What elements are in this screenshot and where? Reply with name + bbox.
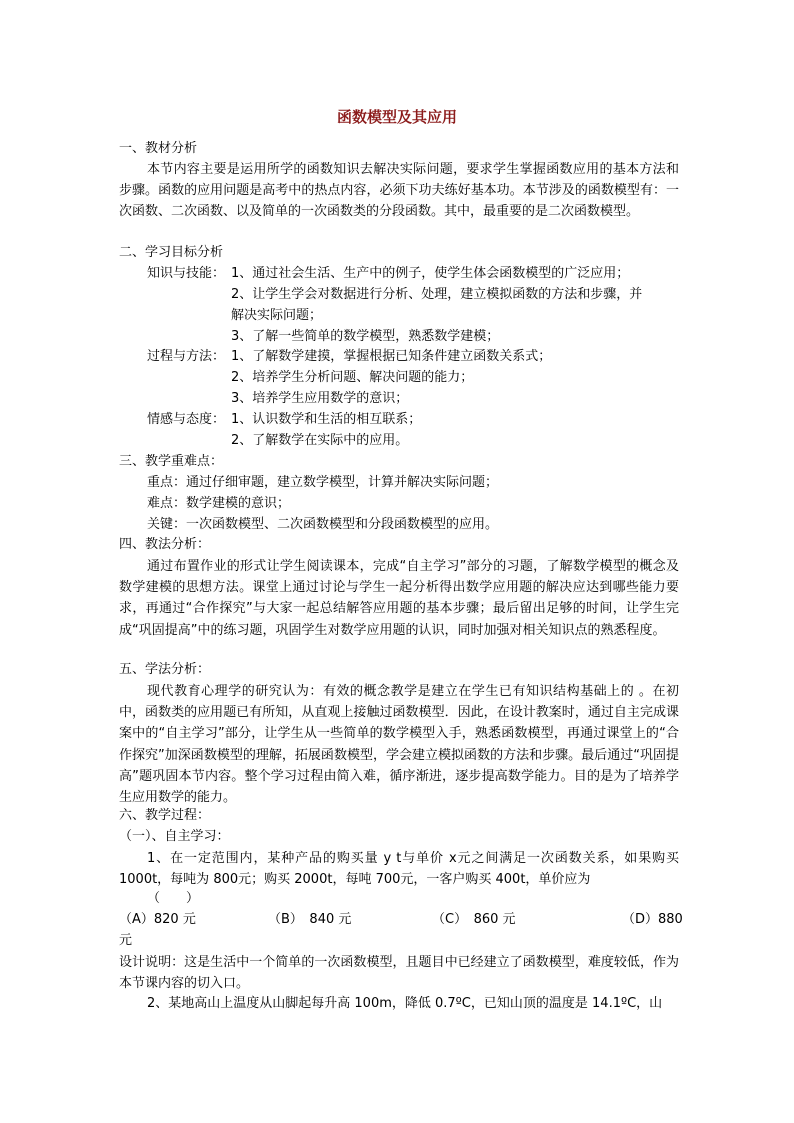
- knowledge-item-2: 2、让学生学会对数据进行分析、处理，建立模拟函数的方法和步骤，并: [231, 287, 643, 302]
- learning-method-paragraph: 现代教育心理学的研究认为：有效的概念教学是建立在学生已有知识结构基础上的 。在初中，函数类的应用题已有所知，从直观上接触过函数模型．因此，在设计教案时，通过自主完成课案中的“自主学习”部分，让学生从一些简单的数学模型入手，熟悉函数模型，再通过课堂上的“合作探究”加深函数模型的理解，拓展函数模型，学会建立模拟函数的方法和步骤。最后通过“巩固提高”题巩固本节内容。整个学习过程由简入难，循序渐进，逐步提高数学能力。目的是为了培养学生应用数学的能力。: [119, 684, 679, 806]
- section-heading-learning-method: 五、学法分析：: [119, 662, 211, 677]
- section-heading-process: 六、教学过程：: [119, 808, 211, 823]
- section-heading-key-points: 三、教学重难点：: [119, 454, 224, 469]
- option-d: （D）880: [622, 912, 683, 927]
- knowledge-item-2-cont: 解决实际问题；: [231, 308, 323, 323]
- teaching-method-paragraph: 通过布置作业的形式让学生阅读课本，完成“自主学习”部分的习题，了解数学模型的概念及数学建模的思想方法。课堂上通过讨论与学生一起分析得出数学应用题的解决应达到哪些能力要求，再通过“合作探究”与大家一起总结解答应用题的基本步骤；最后留出足够的时间，让学生完成“巩固提高”中的练习题，巩固学生对数学应用题的认识，同时加强对相关知识点的熟悉程度。: [119, 559, 679, 638]
- knowledge-item-1: 1、通过社会生活、生产中的例子，使学生体会函数模型的广泛应用；: [231, 266, 630, 281]
- section-heading-teaching-method: 四、教法分析：: [119, 537, 211, 552]
- knowledge-item-3: 3、了解一些简单的数学模型，熟悉数学建模；: [231, 329, 500, 344]
- document-title: 函数模型及其应用: [336, 108, 457, 126]
- process-item-3: 3、培养学生应用数学的意识；: [231, 391, 409, 406]
- process-item-1: 1、了解数学建摸，掌握根据已知条件建立函数关系式；: [231, 349, 552, 364]
- option-d-unit: 元: [119, 933, 133, 948]
- process-item-2: 2、培养学生分析问题、解决问题的能力；: [231, 370, 474, 385]
- question-2-text: 2、某地高山上温度从山脚起每升高 100m，降低 0.7ºC，已知山顶的温度是 14.1ºC，山: [147, 996, 663, 1011]
- option-c: （C） 860 元: [432, 912, 516, 927]
- difficulty-line: 难点：数学建模的意识；: [147, 496, 291, 511]
- attitude-item-2: 2、了解数学在实际中的应用。: [231, 433, 409, 448]
- section-heading-objectives: 二、学习目标分析: [119, 245, 224, 260]
- textbook-analysis-paragraph: 本节内容主要是运用所学的函数知识去解决实际问题，要求学生掌握函数应用的基本方法和步骤。函数的应用问题是高考中的热点内容，必须下功夫练好基本功。本节涉及的函数模型有：一次函数、二次函数、以及简单的一次函数类的分段函数。其中，最重要的是二次函数模型。: [119, 162, 679, 220]
- knowledge-label: 知识与技能：: [147, 266, 226, 281]
- process-label: 过程与方法：: [147, 349, 226, 364]
- key-point-line: 重点：通过仔细审题，建立数学模型，计算并解决实际问题；: [147, 475, 499, 490]
- attitude-item-1: 1、认识数学和生活的相互联系；: [231, 412, 422, 427]
- subsection-self-study: （一）、自主学习：: [119, 829, 230, 844]
- crux-line: 关键：一次函数模型、二次函数模型和分段函数模型的应用。: [147, 517, 499, 532]
- design-note: 设计说明：这是生活中一个简单的一次函数模型，且题目中已经建立了函数模型，难度较低，作为本节课内容的切入口。: [119, 955, 679, 992]
- question-1-blank: （ ）: [147, 891, 200, 906]
- option-b: （B） 840 元: [268, 912, 352, 927]
- question-1-text: 1、在一定范围内，某种产品的购买量 y t与单价 x元之间满足一次函数关系，如果购买 1000t，每吨为 800元；购买 2000t，每吨 700元，一客户购买 400t，单价应为: [119, 851, 679, 888]
- option-a: （A）820 元: [119, 912, 196, 927]
- attitude-label: 情感与态度：: [147, 412, 226, 427]
- section-heading-textbook: 一、教材分析: [119, 141, 198, 156]
